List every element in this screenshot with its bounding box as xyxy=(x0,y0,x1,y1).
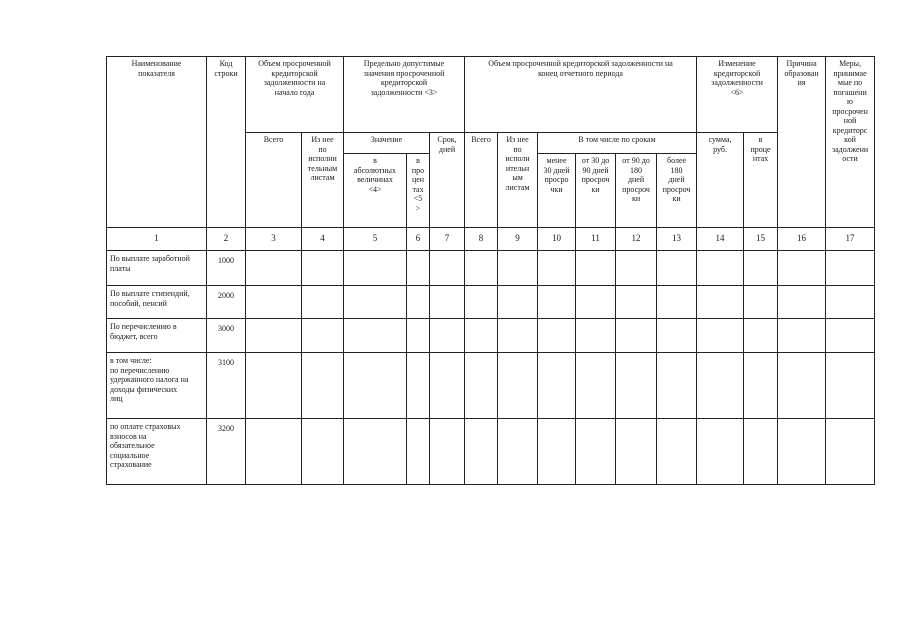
header-by-terms: В том числе по срокам xyxy=(538,133,697,154)
data-cell xyxy=(538,286,576,319)
report-table-container xyxy=(106,56,874,484)
column-number: 11 xyxy=(576,228,616,251)
header-closing-total: Всего xyxy=(465,133,498,228)
column-number: 9 xyxy=(498,228,538,251)
data-cell xyxy=(576,286,616,319)
data-cell xyxy=(407,251,430,286)
header-closing-debt: Объем просроченной кредиторской задолженности на конец отчетного периода xyxy=(465,57,697,133)
column-number-row xyxy=(107,228,875,251)
data-cell xyxy=(744,419,778,485)
data-cell xyxy=(576,319,616,353)
column-number: 1 xyxy=(107,228,207,251)
row-code: 2000 xyxy=(207,286,246,319)
table-row xyxy=(107,419,875,485)
header-change-sum: сумма, руб. xyxy=(697,133,744,228)
data-cell xyxy=(826,419,875,485)
data-cell xyxy=(576,251,616,286)
header-value: Значение xyxy=(344,133,430,154)
data-cell xyxy=(697,251,744,286)
table-row xyxy=(107,251,875,286)
overdue-payables-table xyxy=(106,56,875,485)
column-number: 12 xyxy=(616,228,657,251)
data-cell xyxy=(744,251,778,286)
row-label: в том числе: по перечислению удержанного налога на доходы физических лиц xyxy=(107,353,207,419)
column-number: 8 xyxy=(465,228,498,251)
data-cell xyxy=(344,319,407,353)
data-cell xyxy=(697,419,744,485)
row-code: 3100 xyxy=(207,353,246,419)
data-cell xyxy=(498,419,538,485)
row-label: По выплате стипендий, пособий, пенсий xyxy=(107,286,207,319)
data-cell xyxy=(657,419,697,485)
data-cell xyxy=(538,319,576,353)
data-cell xyxy=(778,353,826,419)
column-number: 4 xyxy=(302,228,344,251)
data-cell xyxy=(744,319,778,353)
data-cell xyxy=(246,251,302,286)
data-cell xyxy=(616,251,657,286)
column-number: 17 xyxy=(826,228,875,251)
header-change-percent: в проце нтах xyxy=(744,133,778,228)
data-cell xyxy=(465,353,498,419)
data-cell xyxy=(538,419,576,485)
table-row xyxy=(107,319,875,353)
header-code: Код строки xyxy=(207,57,246,228)
column-number: 10 xyxy=(538,228,576,251)
data-cell xyxy=(778,319,826,353)
column-number: 2 xyxy=(207,228,246,251)
header-measures: Меры, принимае мые по погашени ю просрочен ной кредиторс кой задолжени ости xyxy=(826,57,875,228)
header-term-30-90: от 30 до 90 дней просроч ки xyxy=(576,154,616,228)
header-term-lt30: менее 30 дней просро чки xyxy=(538,154,576,228)
data-cell xyxy=(302,419,344,485)
data-cell xyxy=(246,319,302,353)
data-cell xyxy=(246,353,302,419)
data-cell xyxy=(616,286,657,319)
row-code: 3200 xyxy=(207,419,246,485)
header-debt-change: Изменение кредиторской задолженности <6> xyxy=(697,57,778,133)
data-cell xyxy=(697,286,744,319)
row-label: по оплате страховых взносов на обязательное социальное страхование xyxy=(107,419,207,485)
data-cell xyxy=(302,319,344,353)
data-cell xyxy=(538,353,576,419)
data-cell xyxy=(465,419,498,485)
header-value-percent: в про цен тах <5 > xyxy=(407,154,430,228)
column-number: 15 xyxy=(744,228,778,251)
data-cell xyxy=(778,251,826,286)
table-row xyxy=(107,286,875,319)
data-cell xyxy=(657,319,697,353)
data-cell xyxy=(498,353,538,419)
data-cell xyxy=(407,319,430,353)
data-cell xyxy=(778,419,826,485)
column-number: 16 xyxy=(778,228,826,251)
data-cell xyxy=(744,353,778,419)
table-row xyxy=(107,353,875,419)
data-cell xyxy=(430,286,465,319)
data-cell xyxy=(246,286,302,319)
header-value-absolute: в абсолютных величинах <4> xyxy=(344,154,407,228)
header-term-gt180: более 180 дней просроч ки xyxy=(657,154,697,228)
data-cell xyxy=(430,353,465,419)
data-cell xyxy=(616,419,657,485)
header-permissible-values: Предельно допустимые значения просроченной кредиторской задолженности <3> xyxy=(344,57,465,133)
data-cell xyxy=(498,251,538,286)
header-cause: Причина образован ия xyxy=(778,57,826,228)
data-cell xyxy=(465,286,498,319)
data-cell xyxy=(744,286,778,319)
data-cell xyxy=(538,251,576,286)
data-cell xyxy=(465,251,498,286)
data-cell xyxy=(826,319,875,353)
data-cell xyxy=(576,353,616,419)
data-cell xyxy=(826,286,875,319)
data-cell xyxy=(616,319,657,353)
column-number: 13 xyxy=(657,228,697,251)
header-opening-debt: Объем просроченной кредиторской задолженности на начало года xyxy=(246,57,344,133)
data-cell xyxy=(498,319,538,353)
header-name: Наименование показателя xyxy=(107,57,207,228)
data-cell xyxy=(576,419,616,485)
column-number: 6 xyxy=(407,228,430,251)
data-cell xyxy=(657,353,697,419)
row-label: По выплате заработной платы xyxy=(107,251,207,286)
data-cell xyxy=(430,319,465,353)
data-cell xyxy=(465,319,498,353)
header-term-90-180: от 90 до 180 дней просроч ки xyxy=(616,154,657,228)
column-number: 7 xyxy=(430,228,465,251)
data-cell xyxy=(657,251,697,286)
data-cell xyxy=(302,251,344,286)
row-label: По перечислению в бюджет, всего xyxy=(107,319,207,353)
data-cell xyxy=(498,286,538,319)
data-cell xyxy=(430,419,465,485)
header-opening-total: Всего xyxy=(246,133,302,228)
data-cell xyxy=(407,419,430,485)
data-cell xyxy=(778,286,826,319)
data-cell xyxy=(697,353,744,419)
data-cell xyxy=(302,353,344,419)
column-number: 3 xyxy=(246,228,302,251)
column-number: 5 xyxy=(344,228,407,251)
data-cell xyxy=(302,286,344,319)
data-cell xyxy=(344,419,407,485)
data-cell xyxy=(826,251,875,286)
data-cell xyxy=(407,286,430,319)
header-term-days: Срок, дней xyxy=(430,133,465,228)
data-cell xyxy=(344,353,407,419)
row-code: 3000 xyxy=(207,319,246,353)
header-row-1 xyxy=(107,57,875,133)
data-cell xyxy=(826,353,875,419)
row-code: 1000 xyxy=(207,251,246,286)
data-cell xyxy=(246,419,302,485)
data-cell xyxy=(697,319,744,353)
header-closing-writs: Из нее по исполн ительн ым листам xyxy=(498,133,538,228)
data-cell xyxy=(407,353,430,419)
data-cell xyxy=(430,251,465,286)
data-cell xyxy=(616,353,657,419)
data-cell xyxy=(344,251,407,286)
data-cell xyxy=(657,286,697,319)
column-number: 14 xyxy=(697,228,744,251)
header-opening-writs: Из нее по исполни тельным листам xyxy=(302,133,344,228)
data-cell xyxy=(344,286,407,319)
